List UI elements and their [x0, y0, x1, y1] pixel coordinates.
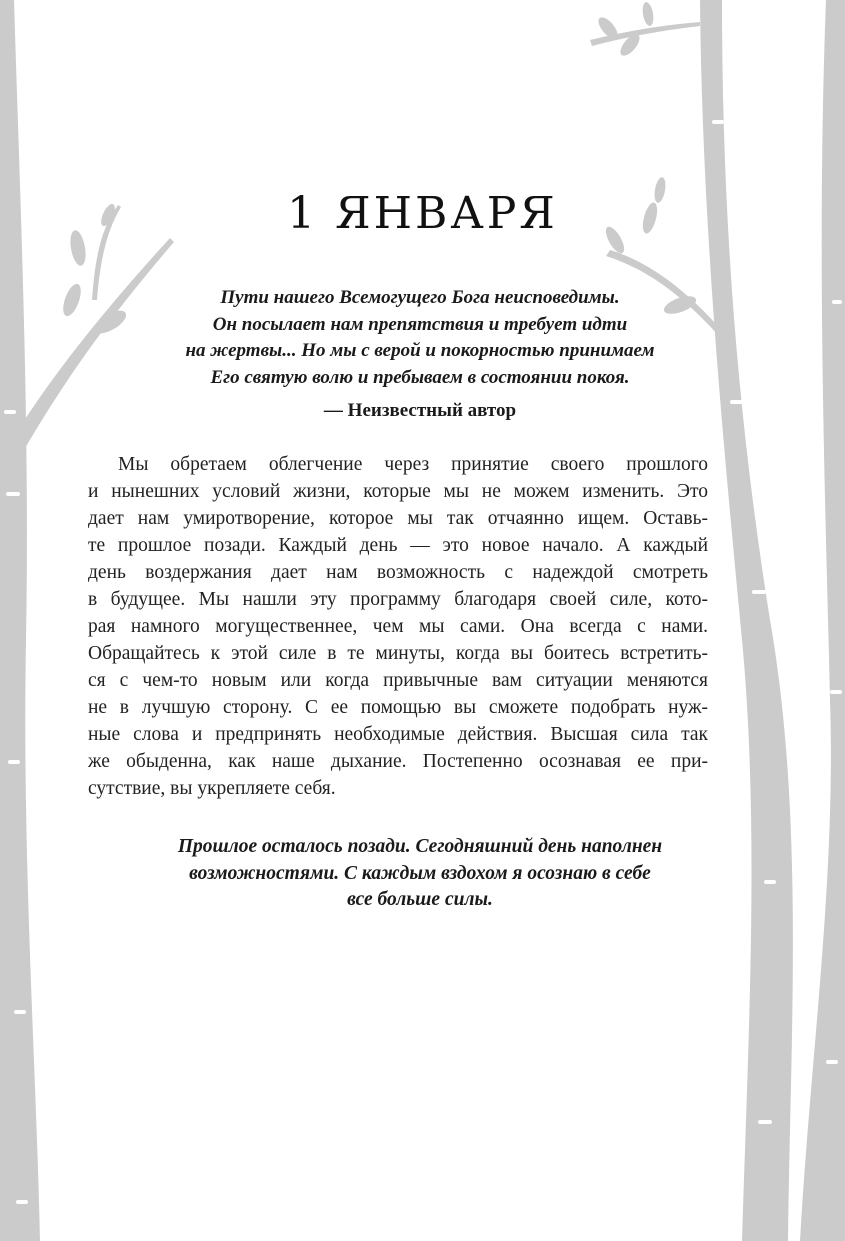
affirmation-line: все больше силы.	[347, 889, 493, 911]
epigraph	[110, 285, 730, 391]
body-line: те прошлое позади. Каждый день — это новое начало. А каждый	[88, 535, 708, 556]
birch-tree-left	[0, 0, 40, 1241]
affirmation-line: возможностями. С каждым вздохом я осознаю в себе	[189, 862, 651, 884]
body-paragraph	[88, 451, 708, 802]
body-line: Обращайтесь к этой силе в те минуты, когда вы боитесь встретить-	[88, 643, 708, 664]
body-line: и нынешних условий жизни, которые мы не можем изменить. Это	[88, 481, 708, 502]
epigraph-line: на жертвы... Но мы с верой и покорностью принимаем	[185, 340, 655, 362]
body-line: в будущее. Мы нашли эту программу благодаря своей силе, кото-	[88, 589, 708, 610]
epigraph-line: Его святую волю и пребываем в состоянии покоя.	[210, 366, 630, 388]
body-line: ся с чем-то новым или когда привычные вам ситуации меняются	[88, 670, 708, 691]
body-line: Мы обретаем облегчение через принятие своего прошлого	[118, 454, 708, 475]
affirmation-line: Прошлое осталось позади. Сегодняшний день наполнен	[177, 836, 663, 857]
body-line: день воздержания дает нам возможность с надеждой смотреть	[88, 562, 708, 583]
body-line: не в лучшую сторону. С ее помощью вы сможете подобрать нуж-	[88, 697, 708, 718]
body-line: рая намного могущественнее, чем мы сами. Она всегда с нами.	[88, 616, 708, 637]
affirmation	[110, 834, 730, 914]
birch-tree-right	[700, 0, 793, 1241]
body-line: дает нам умиротворение, которое мы так отчаянно ищем. Оставь-	[88, 508, 708, 529]
page-title: 1 ЯНВАРЯ	[287, 188, 558, 239]
epigraph-author: — Неизвестный автор	[323, 400, 517, 421]
epigraph-line: Пути нашего Всемогущего Бога неисповедимы.	[220, 287, 620, 308]
epigraph-line: Он посылает нам препятствия и требует идти	[212, 313, 628, 335]
body-line: ные слова и предпринять необходимые действия. Высшая сила так	[88, 724, 708, 745]
body-line: же обыденна, как наше дыхание. Постепенно осознавая ее при-	[88, 751, 708, 772]
body-line: сутствие, вы укрепляете себя.	[88, 778, 336, 799]
